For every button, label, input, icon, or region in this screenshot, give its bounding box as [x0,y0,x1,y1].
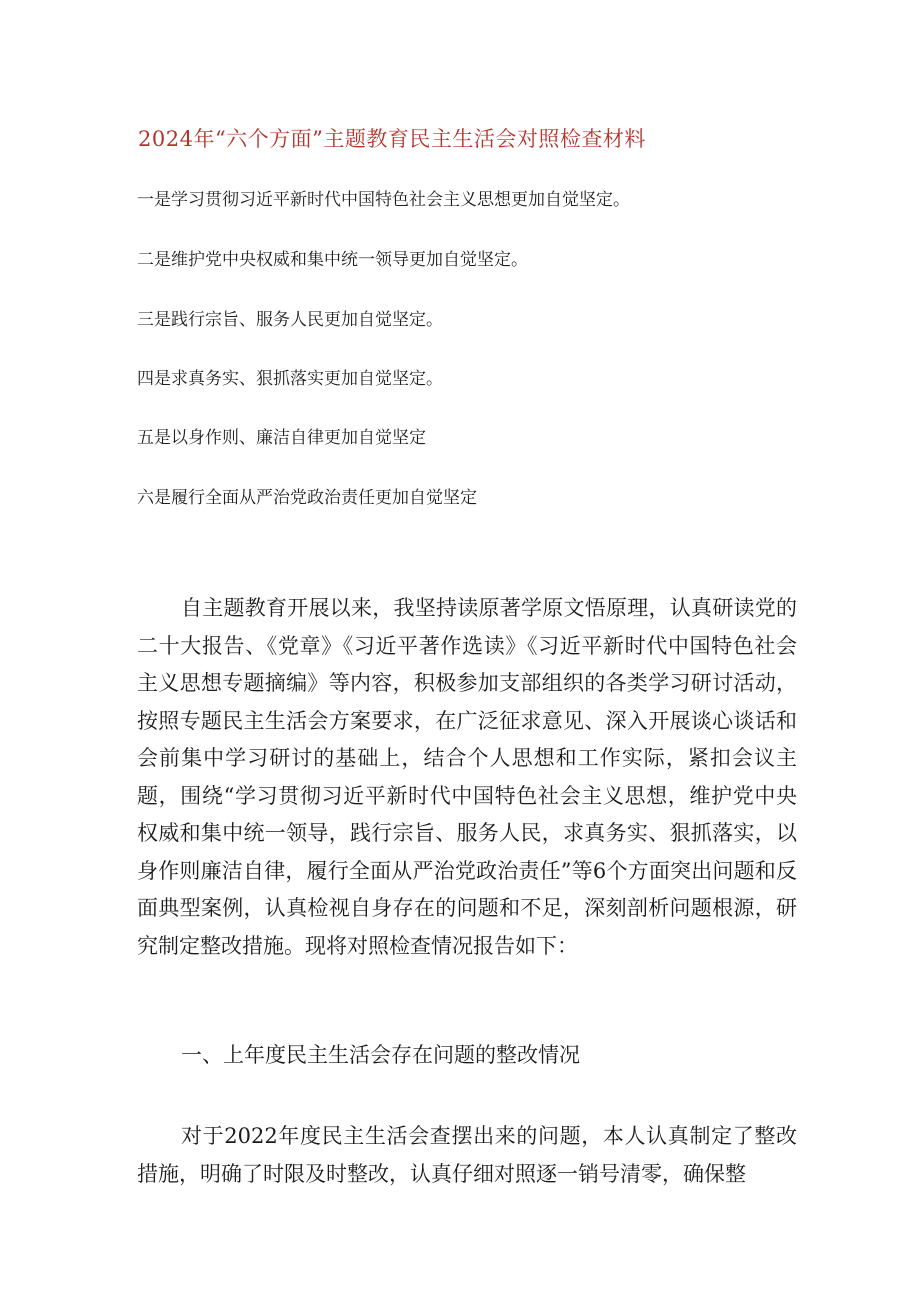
key-point-5: 五是以身作则、廉洁自律更加自觉坚定 [137,428,426,448]
key-point-6: 六是履行全面从严治党政治责任更加自觉坚定 [137,488,477,508]
key-point-3: 三是践行宗旨、服务人民更加自觉坚定。 [137,310,443,330]
section-1-paragraph: 对于2022年度民主生活会查摆出来的问题，本人认真制定了整改措施，明确了时限及时整改，认真仔细对照逐一销号清零，确保整 [137,1124,797,1186]
intro-paragraph: 自主题教育开展以来，我坚持读原著学原文悟原理，认真研读党的二十大报告、《党章》《习近平著作选读》《习近平新时代中国特色社会主义思想专题摘编》等内容，积极参加支部组织的各类学习研讨活动，按照专题民主生活会方案要求，在广泛征求意见、深入开展谈心谈话和会前集中学习研讨的基础上，结合个人思想和工作实际，紧扣会议主题，围绕“学习贯彻习近平新时代中国特色社会主义思想，维护党中央权威和集中统一领导，践行宗旨、服务人民，求真务实、狠抓落实，以身作则廉洁自律，履行全面从严治党政治责任”等6个方面突出问题和反面典型案例，认真检视自身存在的问题和不足，深刻剖析问题根源，研究制定整改措施。现将对照检查情况报告如下： [137,596,797,958]
document-title: 2024年“六个方面”主题教育民主生活会对照检查材料 [138,127,646,151]
section-1-heading: 一、上年度民主生活会存在问题的整改情况 [181,1043,580,1067]
key-point-2: 二是维护党中央权威和集中统一领导更加自觉坚定。 [137,250,528,270]
key-point-1: 一是学习贯彻习近平新时代中国特色社会主义思想更加自觉坚定。 [137,190,630,210]
key-point-4: 四是求真务实、狠抓落实更加自觉坚定。 [137,369,443,389]
